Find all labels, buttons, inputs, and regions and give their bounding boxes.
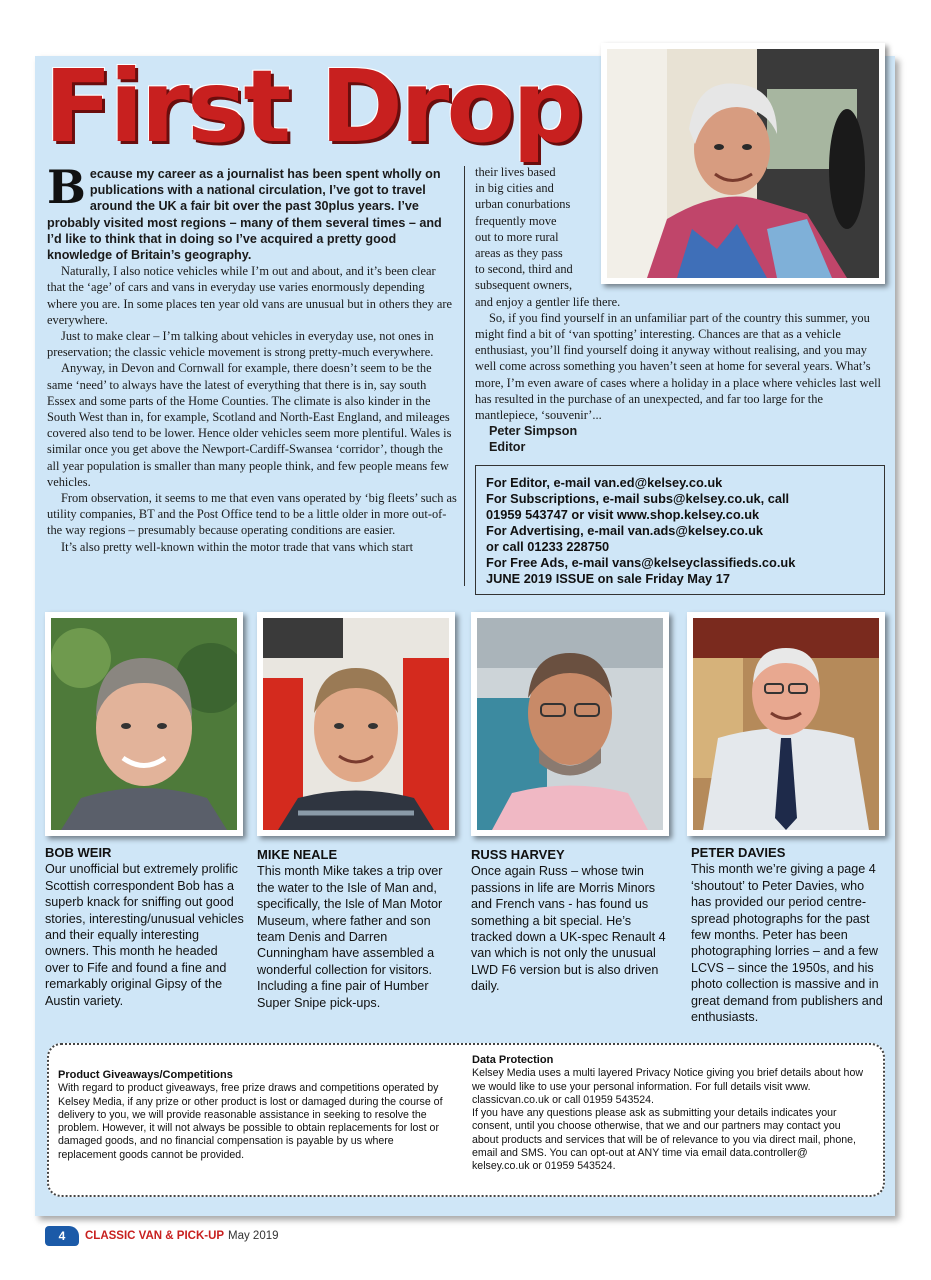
editorial-paragraph: From observation, it seems to me that even vans operated by ‘big fleets’ such as utility companies, BT and the Post Office tend to be a little older in more out-of-the way regions – presumably because operating conditions are easier. (47, 491, 457, 538)
mike-neale-portrait-image (263, 618, 449, 830)
contributor-text: This month Mike takes a trip over the water to the Isle of Man and, specifically, the Isle of Man Motor Museum, where father and son team Denis and Darren Cunningham have assembled a wonderful collection for visitors. Including a fine pair of Humber Super Snipe pick-ups. (257, 864, 443, 1010)
column-divider (464, 166, 465, 586)
narrow-line: their lives based (475, 165, 556, 179)
editorial-right-column (475, 164, 885, 455)
contributor-name: PETER DAVIES (691, 845, 786, 860)
giveaways-title: Product Giveaways/Competitions (58, 1069, 233, 1081)
narrow-line: urban conurbations (475, 197, 571, 212)
legal-notice-box (47, 1043, 885, 1197)
contributor-bio-peter-davies (691, 845, 887, 1025)
contact-line: For Advertising, e-mail van.ads@kelsey.co.uk (486, 523, 764, 538)
contributor-photo-mike-neale (257, 612, 455, 836)
contributor-text: Once again Russ – whose twin passions in life are Morris Minors and French vans - has found us something a bit special. He’s tracked down a UK-spec Renault 4 van which is not only the unusual LWD F6 version but is also driven daily. (471, 864, 666, 994)
intro-text: ecause my career as a journalist has been spent wholly on publications with a national circulation, I’ve got to travel around the UK a fair bit over the past 30plus years. I’ve probably visited most regions – many of them several times – and I’d like to think that in doing so I’ve acquired a pretty good knowledge of Britain’s geography. (47, 167, 442, 263)
magazine-name: CLASSIC VAN & PICK-UP (85, 1230, 225, 1242)
editorial-intro (47, 160, 457, 263)
page-number: 4 (45, 1226, 79, 1246)
drop-cap: B (47, 160, 86, 214)
russ-harvey-portrait-image (477, 618, 663, 830)
contact-line: For Free Ads, e-mail vans@kelseyclassifieds.co.uk (486, 555, 796, 570)
contributor-photo-peter-davies (687, 612, 885, 836)
giveaways-notice (58, 1069, 450, 1162)
contributor-name: RUSS HARVEY (471, 847, 565, 862)
narrow-line: in big cities and (475, 181, 554, 196)
contact-box (475, 465, 885, 595)
narrow-line: frequently move (475, 213, 557, 228)
issue-date: May 2019 (228, 1230, 279, 1242)
editorial-paragraph: Just to make clear – I’m talking about vehicles in everyday use, not ones in preservation; the classic vehicle movement is strong pretty-much everywhere. (47, 329, 434, 360)
narrow-line: out to more rural (475, 229, 559, 244)
editorial-paragraph: So, if you find yourself in an unfamiliar part of the country this summer, you might find a bit of ‘van spotting’ interesting. Chances are that as a vehicle enthusiast, you’ll find yourself doing it anyway without realising, and you may well come across something you haven’t seen at home for several years. What’s more, I’m even aware of cases where a holiday in a place where vehicles last well has resulted in the purchase of an unexpected, and far too large for the mantlepiece, ‘souvenir’... (475, 310, 881, 423)
contributor-name: BOB WEIR (45, 845, 112, 860)
contributor-text: This month we’re giving a page 4 ‘shoutout’ to Peter Davies, who has provided our period centre-spread photographs for the past few months. Peter has been photographing lorries – and a few LCVS – since the 1950s, and his photo collection is massive and in great demand from publishers and enthusiasts. (691, 862, 883, 1025)
contributor-bio-mike-neale (257, 847, 457, 1011)
data-protection-body: Kelsey Media uses a multi layered Privacy Notice giving you brief details about how we would like to use your personal information. For full details visit www. classicvan.co.uk or call 01959 543524. (472, 1067, 863, 1106)
contact-line: or call 01233 228750 (486, 539, 610, 554)
narrow-line: areas as they pass (475, 246, 563, 261)
contributor-bio-bob-weir (45, 845, 245, 1009)
signature-title: Editor (489, 440, 526, 455)
data-protection-body: If you have any questions please ask as submitting your details indicates your consent, until you choose otherwise, that we and our partners may contact you about products and services that will be of relevance to you via direct mail, phone, email and SMS. You can opt-out at ANY time via email data.controller@ kelsey.co.uk or 01959 543524. (472, 1107, 856, 1173)
bob-weir-portrait-image (51, 618, 237, 830)
contributor-text: Our unofficial but extremely prolific Scottish correspondent Bob has a superb knack for sniffing out good stories, interesting/unusual vehicles and their equally interesting owners. This month he headed over to Fife and found a fine and remarkably original Gipsy of the Austin variety. (45, 862, 244, 1008)
editorial-paragraph: Anyway, in Devon and Cornwall for example, there doesn’t seem to be the same ‘need’ to always have the latest of everything that there is in, say south Essex and some parts of the Home Counties. The climate is also kinder in the South West than in, for example, Scotland and North-East England, and mileages covered also tend to be lower. Hence older vehicles seem more plentiful. Wales is similar once you get above the Newport-Cardiff-Swansea ‘corridor’, though the all year population is smaller than many people think, and few people means few vehicles. (47, 361, 452, 489)
signature-name: Peter Simpson (489, 424, 578, 439)
contributor-photo-bob-weir (45, 612, 243, 836)
contributor-photo-russ-harvey (471, 612, 669, 836)
contact-line: 01959 543747 or visit www.shop.kelsey.co.uk (486, 507, 760, 522)
contributor-bio-russ-harvey (471, 847, 673, 995)
contact-line: For Subscriptions, e-mail subs@kelsey.co.uk, call (486, 491, 790, 506)
contact-line: For Editor, e-mail van.ed@kelsey.co.uk (486, 475, 723, 490)
contact-line: JUNE 2019 ISSUE on sale Friday May 17 (486, 571, 730, 586)
page-title: First Drop (44, 48, 581, 165)
peter-davies-portrait-image (693, 618, 879, 830)
narrow-line: subsequent owners, (475, 278, 573, 293)
editorial-paragraph: Naturally, I also notice vehicles while I’m out and about, and it’s been clear that the ‘age’ of cars and vans in everyday use varies enormously depending where you are. In some places ten year old vans are unusual but in others they are everywhere. (47, 264, 452, 327)
narrow-line: and enjoy a gentler life there. (475, 294, 621, 309)
contributor-name: MIKE NEALE (257, 847, 338, 862)
editorial-paragraph: It’s also pretty well-known within the motor trade that vans which start (61, 539, 414, 554)
data-protection-title: Data Protection (472, 1054, 554, 1066)
data-protection-notice (472, 1054, 864, 1174)
narrow-line: to second, third and (475, 262, 573, 277)
giveaways-body: With regard to product giveaways, free prize draws and competitions operated by Kelsey Media, if any prize or other product is lost or damaged during the course of delivery to you, we will provide reasonable assistance in seeking to resolve the problem. However, it will not always be possible to obtain replacements for lost or damaged goods, and no financial compensation is payable by us where replacement goods cannot be provided. (58, 1082, 443, 1161)
editorial-left-column (47, 160, 457, 555)
